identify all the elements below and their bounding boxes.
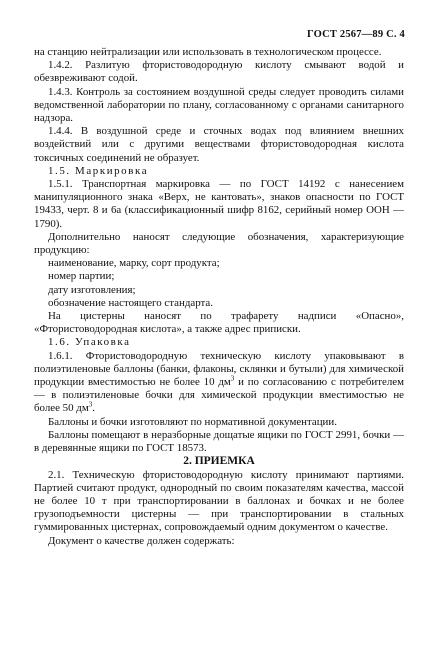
paragraph: На цистерны наносят по трафарету надписи «Опасно», «Фтористоводородная кислота», а также адрес приписки.: [34, 310, 404, 336]
list-item: обозначение настоящего стандарта.: [48, 296, 213, 309]
subsection-heading: 1.5. Маркировка: [48, 164, 149, 177]
superscript: 3: [230, 374, 235, 383]
list-item: номер партии;: [48, 270, 115, 283]
text-run: 1.6.1. Фтористоводородную техническую кислоту упаковывают в полиэтиленовые баллоны (банки, флаконы, склянки и бутыли) для химической продукции вместимостью не более 10 дм: [34, 349, 404, 389]
subsection-heading: 1.6. Упаковка: [48, 336, 131, 349]
paragraph: Документ о качестве должен содержать:: [48, 534, 235, 547]
paragraph: 1.5.1. Транспортная маркировка — по ГОСТ 14192 с нанесением манипуляционного знака «Верх, не кантовать», знаков опасности по ГОСТ 19433, черт. 8 и 6а (классификационный шифр 8162, серийный номер ООН — 1790).: [34, 178, 404, 230]
document-body: [34, 46, 404, 548]
page-header: ГОСТ 2567—89 С. 4: [306, 29, 405, 40]
paragraph-packaging: [34, 350, 404, 416]
superscript: 3: [88, 400, 93, 409]
paragraph: 1.4.4. В воздушной среде и сточных водах под влиянием внешних воздействий или с другими веществами фтористоводородная кислота токсичных соединений не образует.: [34, 125, 404, 164]
paragraph: 1.4.3. Контроль за состоянием воздушной среды следует проводить силами ведомственной лаборатории по плану, согласованному с органами санитарного надзора.: [34, 85, 404, 125]
list-item: дату изготовления;: [48, 283, 136, 296]
text-run: .: [92, 402, 95, 415]
section-title: 2. ПРИЕМКА: [183, 455, 255, 468]
paragraph: Баллоны помещают в неразборные дощатые ящики по ГОСТ 2991, бочки — в деревянные ящики по ГОСТ 18573.: [34, 428, 404, 455]
paragraph: 1.4.2. Разлитую фтористоводородную кислоту смывают водой и обезвреживают содой.: [34, 59, 404, 85]
paragraph: Дополнительно наносят следующие обозначения, характеризующие продукцию:: [34, 230, 404, 257]
paragraph: на станцию нейтрализации или использовать в технологическом процессе.: [34, 46, 382, 58]
paragraph: 2.1. Техническую фтористоводородную кислоту принимают партиями. Партией считают продукт, однородный по своим показателям качества, массой не более 10 т при транспортировании в баллонах и бочках и не более грузоподъемности цистерны — при транспортировании в стальных гуммированных цистернах, сопровождаемый одним документом о качестве.: [34, 468, 404, 534]
list-item: наименование, марку, сорт продукта;: [48, 257, 220, 270]
paragraph: Баллоны и бочки изготовляют по нормативной документации.: [48, 415, 337, 428]
text-run: и по согласованию с потребителем — в полиэтиленовые бочки для химической продукции вместимостью не более 50 дм: [34, 376, 405, 415]
